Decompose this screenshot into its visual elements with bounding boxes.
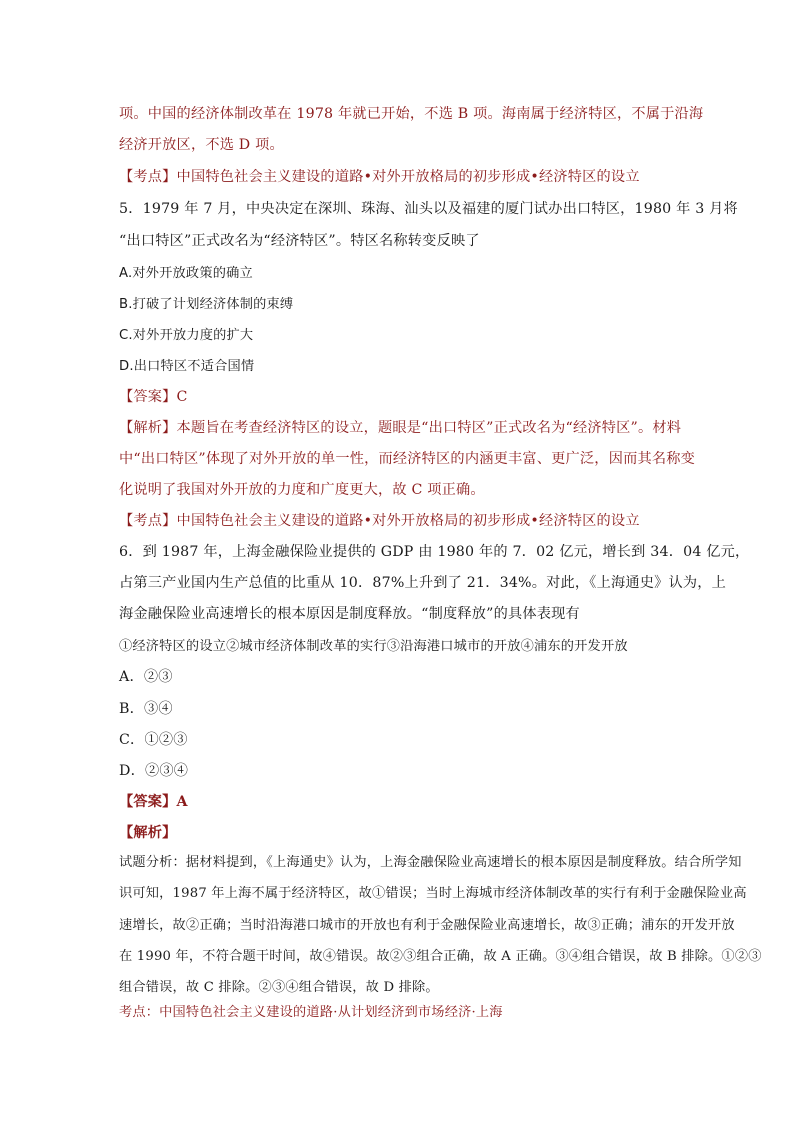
q6-explanation-line-5: 组合错误，故 C 排除。②③④组合错误，故 D 排除。 [119,980,439,995]
q6-option-c: C．①②③ [119,732,188,748]
q5-option-c: C.对外开放力度的扩大 [119,328,254,343]
q6-explanation-line-3: 速增长，故②正确；当时沿海港口城市的开放也有利于金融保险业高速增长，故③正确；浦东的开发开放 [119,918,735,933]
q6-option-d: D．②③④ [119,763,189,779]
q6-stem-line-2: 占第三产业国内生产总值的比重从 10．87%上升到了 21．34%。对此，《上海通史》认为，上 [119,575,727,591]
q6-option-a: A．②③ [119,669,173,685]
q5-explanation-line-2: 中“出口特区”体现了对外开放的单一性，而经济特区的内涵更丰富、更广泛，因而其名称变 [119,451,696,467]
q5-option-a: A.对外开放政策的确立 [119,266,253,281]
q5-explanation-line-3: 化说明了我国对外开放的力度和广度更大，故 C 项正确。 [119,482,485,498]
q5-stem-line-1: 5．1979 年 7 月，中央决定在深圳、珠海、汕头以及福建的厦门试办出口特区，1980 年 3 月将 [119,201,738,217]
q6-explanation-line-1: 试题分析：据材料提到，《上海通史》认为，上海金融保险业高速增长的根本原因是制度释放。结合所学知 [119,855,742,870]
q6-explanation-heading: 【解析】 [119,825,177,841]
q5-stem-line-2: “出口特区”正式改名为“经济特区”。特区名称转变反映了 [119,233,480,249]
q6-key-point: 考点：中国特色社会主义建设的道路·从计划经济到市场经济·上海 [119,1005,503,1020]
q6-explanation-line-4: 在 1990 年，不符合题干时间，故④错误。故②③组合正确，故 A 正确。③④组合错误，故 B 排除。①②③ [119,949,762,964]
q6-stem-line-3: 海金融保险业高速增长的根本原因是制度释放。“制度释放”的具体表现有 [119,606,580,622]
q6-stem-line-1: 6．到 1987 年，上海金融保险业提供的 GDP 由 1980 年的 7．02 亿元，增长到 34．04 亿元， [119,544,750,560]
prev-explanation-line-2: 经济开放区，不选 D 项。 [119,137,284,153]
q5-answer: 【答案】C [119,389,188,405]
q5-option-b: B.打破了计划经济体制的束缚 [119,297,294,312]
q6-explanation-line-2: 识可知，1987 年上海不属于经济特区，故①错误；当时上海城市经济体制改革的实行有利于金融保险业高 [119,886,747,901]
q5-explanation-line-1: 【解析】本题旨在考查经济特区的设立，题眼是“出口特区”正式改名为“经济特区”。材料 [119,420,682,436]
q6-statements: ①经济特区的设立②城市经济体制改革的实行③沿海港口城市的开放④浦东的开发开放 [119,639,628,654]
q4-key-point: 【考点】中国特色社会主义建设的道路•对外开放格局的初步形成•经济特区的设立 [119,169,640,185]
prev-explanation-line-1: 项。中国的经济体制改革在 1978 年就已开始，不选 B 项。海南属于经济特区，不属于沿海 [119,106,704,122]
q6-option-b: B．③④ [119,701,173,717]
q5-key-point: 【考点】中国特色社会主义建设的道路•对外开放格局的初步形成•经济特区的设立 [119,513,640,529]
q6-answer: 【答案】A [119,794,188,810]
q5-option-d: D.出口特区不适合国情 [119,359,255,374]
